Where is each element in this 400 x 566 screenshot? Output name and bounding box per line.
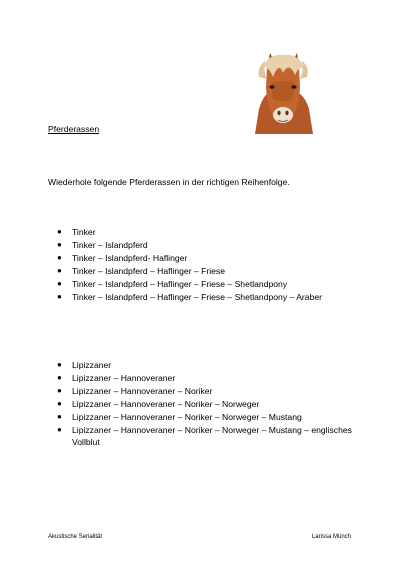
list-item xyxy=(57,239,357,252)
list-item xyxy=(57,252,357,265)
bullet-icon: ● xyxy=(57,278,62,288)
list-item xyxy=(57,372,357,385)
list-item-text: Lipizzaner – Hannoveraner – Noriker xyxy=(72,385,213,396)
list-item xyxy=(57,226,357,239)
bullet-icon: ● xyxy=(57,411,62,421)
list-item xyxy=(57,359,357,372)
list-item xyxy=(57,265,357,278)
bullet-icon: ● xyxy=(57,372,62,382)
list-item-text: Tinker – Islandpferd – Haflinger – Friese – Shetlandpony – Araber xyxy=(72,291,322,302)
breed-sequence-list-2 xyxy=(57,359,357,449)
list-item-text: Lipizzaner – Hannoveraner xyxy=(72,372,176,383)
bullet-icon: ● xyxy=(57,227,62,236)
list-item-text: Lipizzaner – Hannoveraner – Noriker – Norweger – Mustang xyxy=(72,411,302,422)
footer-left-text: Akustische Serialität xyxy=(48,534,103,540)
list-item-text: Lipizzaner – Hannoveraner – Noriker – Norweger – Mustang – englisches Vollblut xyxy=(72,424,352,448)
list-item xyxy=(57,385,357,398)
bullet-icon: ● xyxy=(57,265,62,275)
bullet-icon: ● xyxy=(57,252,62,262)
bullet-icon: ● xyxy=(57,360,62,369)
list-item xyxy=(57,424,357,450)
bullet-icon: ● xyxy=(57,424,62,434)
list-item-text: Tinker xyxy=(72,227,96,237)
bullet-icon: ● xyxy=(57,239,62,249)
bullet-icon: ● xyxy=(57,291,62,301)
list-item-text: Tinker – Islandpferd – Haflinger – Friese – Shetlandpony xyxy=(72,278,288,289)
list-item xyxy=(57,411,357,424)
footer-right-text: Larissa Münch xyxy=(311,534,351,540)
list-item-text: Lipizzaner xyxy=(72,360,112,370)
bullet-icon: ● xyxy=(57,398,62,408)
page-title: Pferderassen xyxy=(48,124,100,134)
breed-sequence-list-1 xyxy=(57,226,357,303)
list-item xyxy=(57,278,357,291)
list-item-text: Lipizzaner – Hannoveraner – Noriker – Norweger xyxy=(72,398,260,409)
bullet-icon: ● xyxy=(57,385,62,395)
instruction-text: Wiederhole folgende Pferderassen in der richtigen Reihenfolge. xyxy=(48,177,290,187)
horse-head-photo xyxy=(253,47,313,134)
list-item-text: Tinker – Islandpferd – Haflinger – Friese xyxy=(72,265,226,276)
list-item-text: Tinker – Islandpferd xyxy=(72,239,148,250)
list-item xyxy=(57,398,357,411)
list-item-text: Tinker – Islandpferd- Haflinger xyxy=(72,252,188,263)
list-item xyxy=(57,291,357,304)
